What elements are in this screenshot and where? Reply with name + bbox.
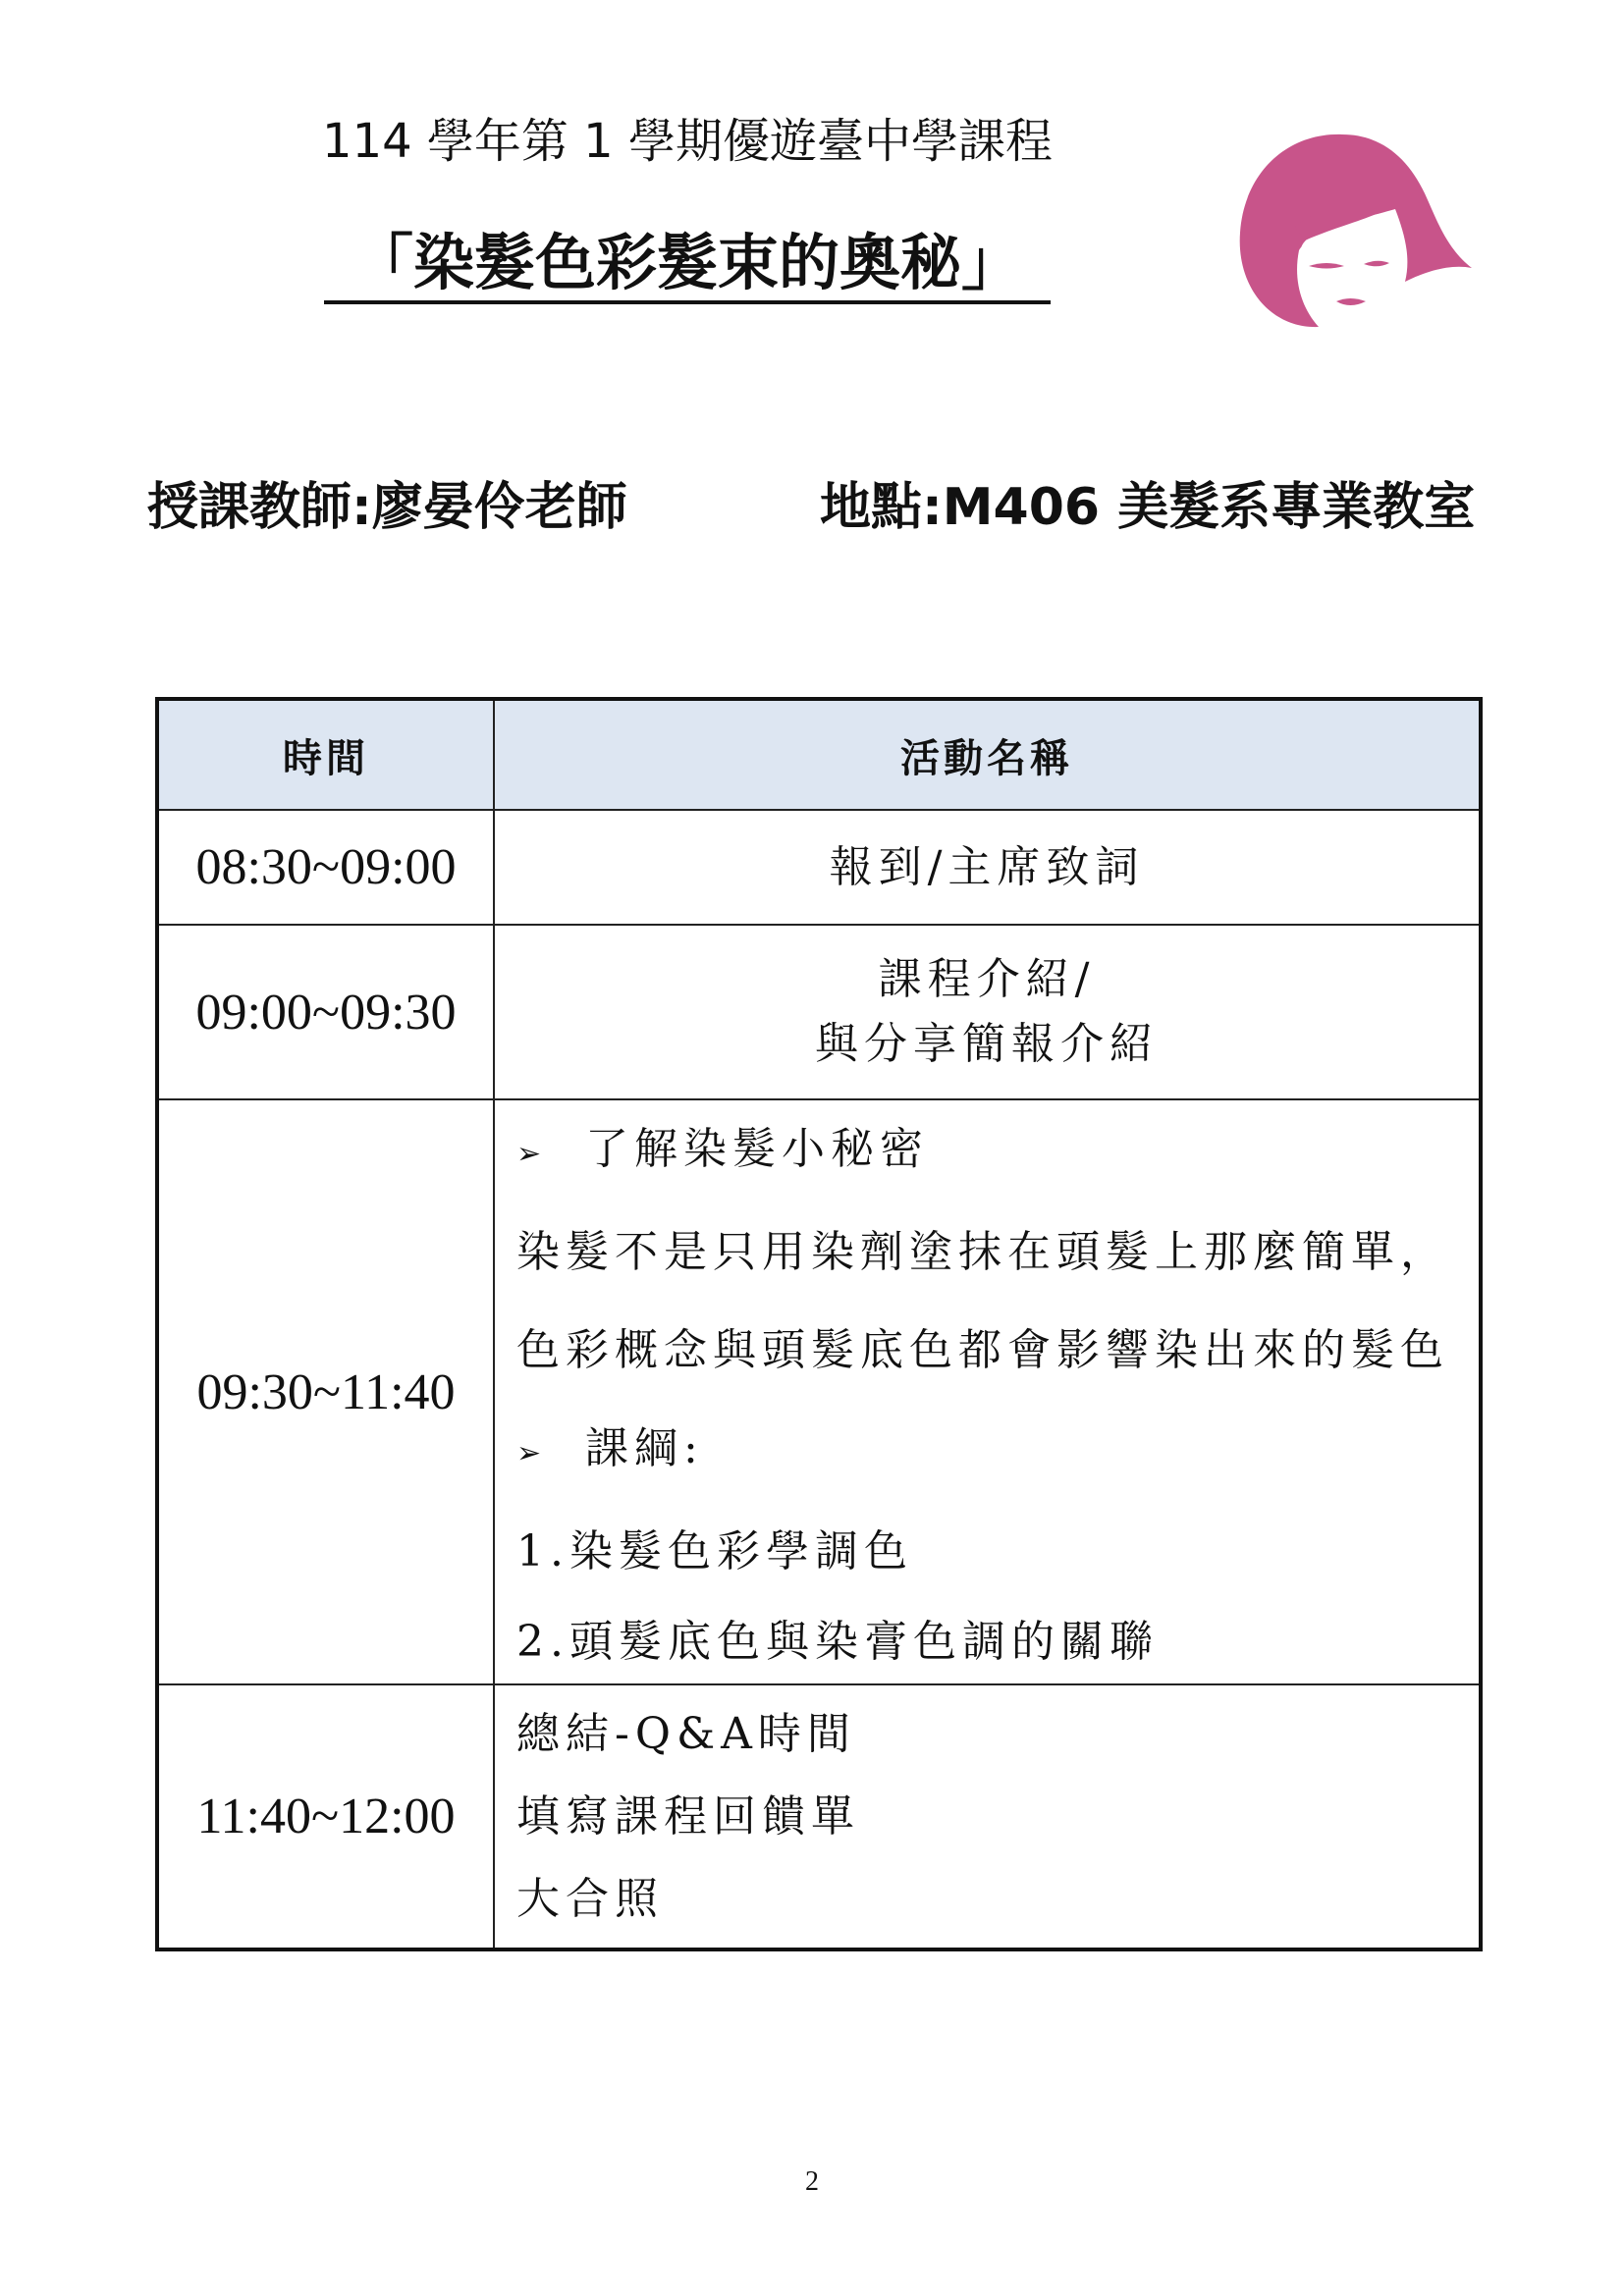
activity-cell [494, 1099, 1481, 1684]
activity-line: 報到/主席致詞 [829, 841, 1145, 892]
title-underline [324, 300, 1051, 304]
table-row [157, 925, 1481, 1099]
column-header-time: 時間 [157, 699, 494, 810]
activity-line: 2.頭髮底色與染膏色調的關聯 [516, 1617, 1159, 1667]
activity-line: 了解染髮小秘密 [585, 1124, 929, 1174]
activity-line: 與分享簡報介紹 [815, 1019, 1159, 1069]
time-cell: 08:30~09:00 [157, 810, 494, 925]
activity-cell [494, 1684, 1481, 1949]
activity-line: 染髮不是只用染劑塗抹在頭髮上那麼簡單， [516, 1227, 1449, 1277]
arrow-bullet-icon: ➢ [516, 1137, 542, 1171]
column-header-activity: 活動名稱 [494, 699, 1481, 810]
table-row [157, 1099, 1481, 1684]
table-header-row [157, 699, 1481, 810]
time-cell: 11:40~12:00 [157, 1684, 494, 1949]
table-row [157, 810, 1481, 925]
activity-line: 大合照 [516, 1873, 664, 1924]
course-subtitle: 114 學年第 1 學期優遊臺中學課程 [322, 114, 1053, 169]
page-number: 2 [805, 2166, 819, 2197]
activity-line: 總結-Q&A時間 [516, 1708, 856, 1759]
activity-bullet-item [516, 1400, 1479, 1503]
table-row [157, 1684, 1481, 1949]
time-cell: 09:00~09:30 [157, 925, 494, 1099]
time-cell: 09:30~11:40 [157, 1099, 494, 1684]
schedule-table [155, 697, 1483, 1951]
activity-line: 課程介紹/ [878, 954, 1096, 1004]
arrow-bullet-icon: ➢ [516, 1436, 542, 1470]
activity-line: 填寫課程回饋單 [516, 1790, 860, 1842]
location-info: 地點:M406 美髮系專業教室 [820, 478, 1476, 537]
activity-line: 課綱: [585, 1423, 704, 1473]
activity-cell [494, 810, 1481, 925]
activity-line: 1.染髮色彩學調色 [516, 1526, 913, 1576]
activity-line: 色彩概念與頭髮底色都會影響染出來的髮色 [516, 1325, 1449, 1375]
activity-cell [494, 925, 1481, 1099]
woman-face-logo-icon [1203, 123, 1478, 334]
activity-bullet-item [516, 1100, 1479, 1203]
teacher-info: 授課教師:廖晏伶老師 [147, 478, 627, 537]
course-title: 「染髮色彩髮束的奧秘」 [352, 227, 1022, 298]
